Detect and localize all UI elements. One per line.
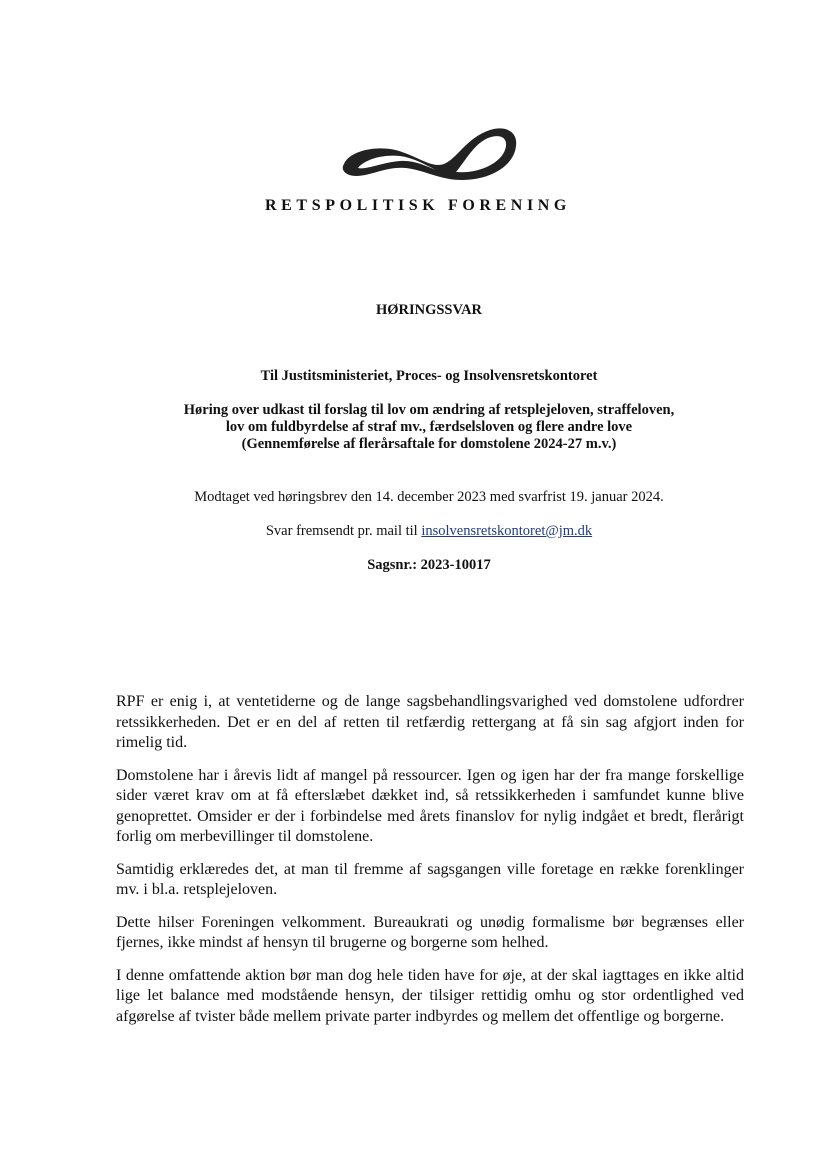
body-paragraph: Domstolene har i årevis lidt af mangel på ressourcer. Igen og igen har der fra mange forskellige sider været krav om at få efterslæbet dækket ind, så retssikkerheden i samfundet kunne blive genoprettet. Omsider er der i forbindelse med årets finanslov for nylig indgået et bredt, flerårigt forlig om merbevillinger til domstolene. — [116, 766, 744, 845]
document-type: HØRINGSSVAR — [375, 302, 483, 318]
email-link[interactable]: insolvensretskontoret@jm.dk — [421, 523, 593, 539]
sent-prefix: Svar fremsendt pr. mail til — [265, 523, 422, 539]
body-paragraph: RPF er enig i, at ventetiderne og de lange sagsbehandlingsvarighed ved domstolene udfordrer retssikkerheden. Det er en del af retten til retfærdig rettergang at få sin sag afgjort inden for rimelig tid. — [116, 693, 744, 751]
hearing-title — [0, 402, 828, 453]
organization-name: RETSPOLITISK FORENING — [265, 197, 571, 214]
sent-note — [0, 523, 828, 540]
body-paragraph: Samtidig erklæredes det, at man til fremme af sagsgangen ville foretage en række forenklinger mv. i bl.a. retsplejeloven. — [116, 860, 744, 898]
hearing-title-line: lov om fuldbyrdelse af straf mv., færdselsloven og flere andre love — [225, 419, 633, 435]
body-paragraph: Dette hilser Foreningen velkomment. Bureaukrati og unødig formalisme bør begrænses eller fjernes, ikke mindst af hensyn til brugerne og borgerne som helhed. — [116, 913, 744, 951]
received-note: Modtaget ved høringsbrev den 14. december 2023 med svarfrist 19. januar 2024. — [194, 489, 664, 505]
body-text — [116, 692, 744, 1039]
addressee: Til Justitsministeriet, Proces- og Insolvensretskontoret — [260, 368, 598, 384]
case-number: Sagsnr.: 2023-10017 — [367, 557, 491, 573]
hearing-title-line: (Gennemførelse af flerårsaftale for domstolene 2024-27 m.v.) — [241, 436, 617, 452]
hearing-title-line: Høring over udkast til forslag til lov om ændring af retsplejeloven, straffeloven, — [183, 402, 675, 418]
body-paragraph: I denne omfattende aktion bør man dog hele tiden have for øje, at der skal iagttages en ikke altid lige let balance med modstående hensyn, der tilsiger rettidig omhu og stor ordentlighed ved afgørelse af tvister både mellem private parter indbyrdes og mellem det offentlige og borgerne. — [116, 966, 744, 1025]
infinity-ribbon-logo-icon — [340, 124, 520, 188]
